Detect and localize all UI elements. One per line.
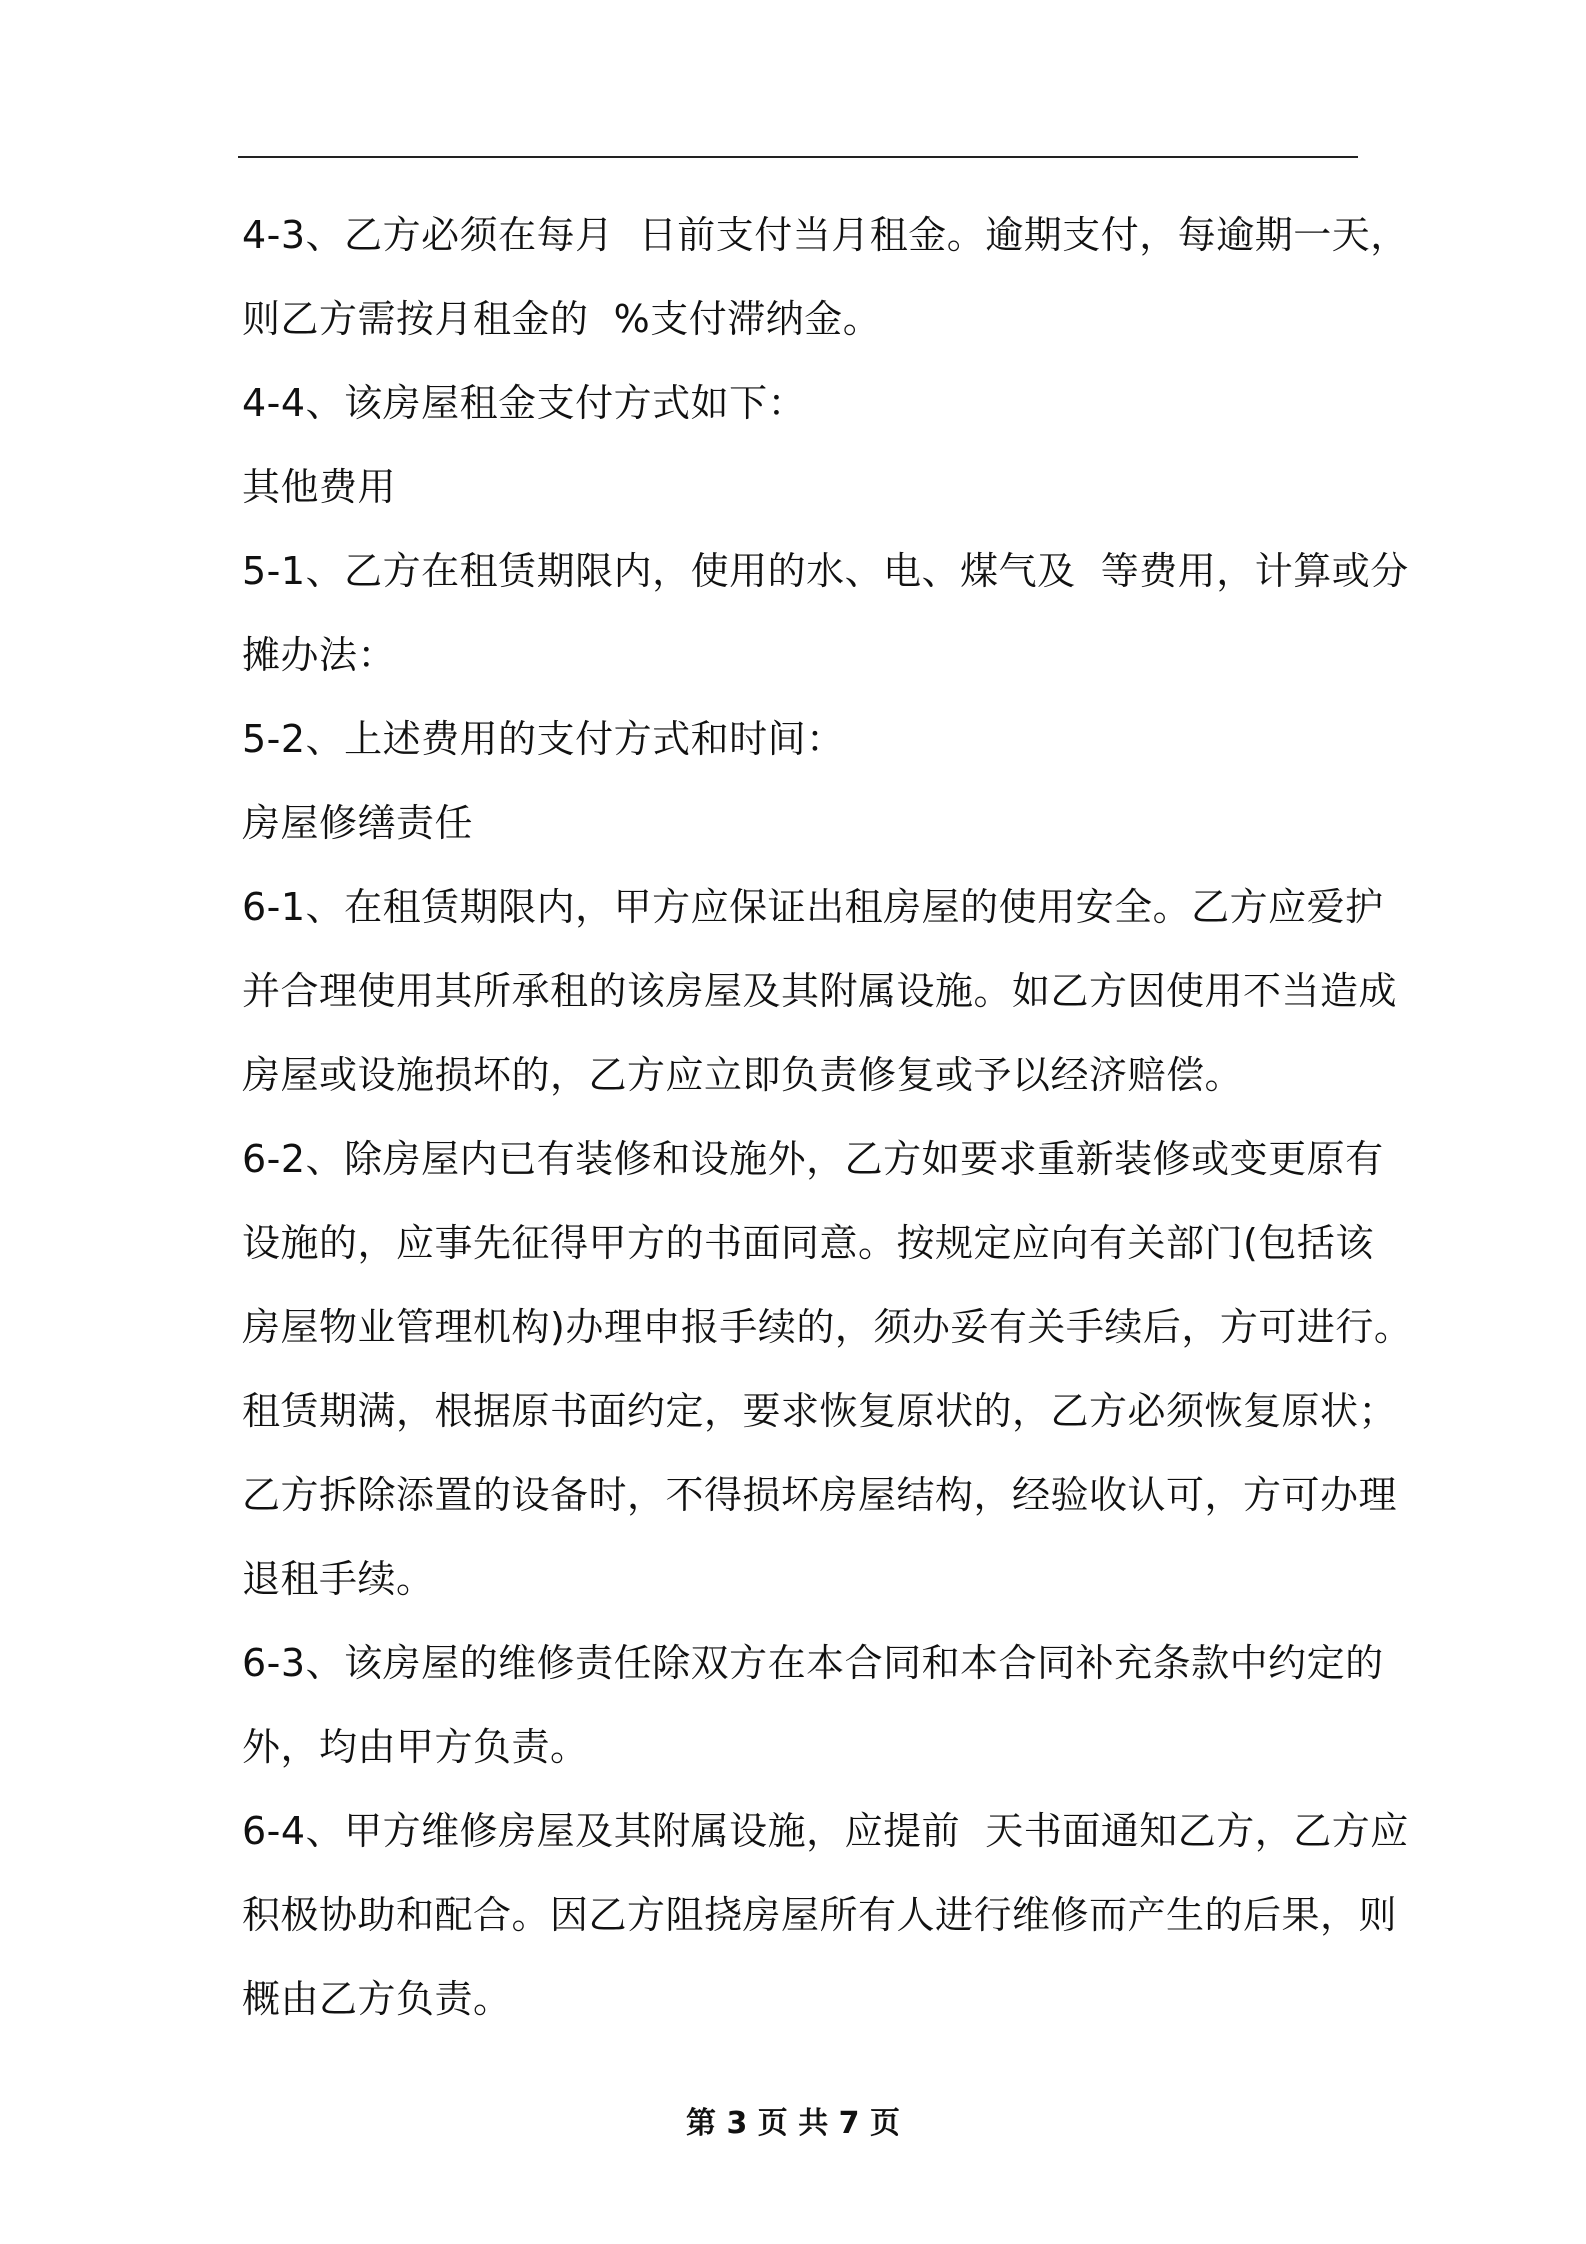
text-line: 则乙方需按月租金的 %支付滞纳金。 — [242, 297, 882, 341]
text-line: 并合理使用其所承租的该房屋及其附属设施。如乙方因使用不当造成 — [242, 969, 1398, 1013]
text-line: 设施的，应事先征得甲方的书面同意。按规定应向有关部门(包括该 — [242, 1221, 1374, 1265]
text-line: 4-4、该房屋租金支付方式如下： — [242, 381, 807, 425]
text-line: 租赁期满，根据原书面约定，要求恢复原状的，乙方必须恢复原状； — [242, 1389, 1398, 1433]
section-heading: 房屋修缮责任 — [242, 801, 474, 845]
document-body — [242, 193, 1413, 2041]
text-line: 6-1、在租赁期限内，甲方应保证出租房屋的使用安全。乙方应爱护 — [242, 885, 1384, 929]
header-rule — [238, 156, 1358, 158]
text-line: 房屋物业管理机构)办理申报手续的，须办妥有关手续后，方可进行。 — [242, 1305, 1413, 1349]
text-line: 5-2、上述费用的支付方式和时间： — [242, 717, 845, 761]
text-line: 退租手续。 — [242, 1557, 435, 1601]
text-line: 乙方拆除添置的设备时，不得损坏房屋结构，经验收认可，方可办理 — [242, 1473, 1398, 1517]
text-line: 房屋或设施损坏的，乙方应立即负责修复或予以经济赔偿。 — [242, 1053, 1244, 1097]
page-number-footer: 第 3 页 共 7 页 — [686, 2106, 900, 2141]
text-line: 外，均由甲方负责。 — [242, 1725, 589, 1769]
text-line: 6-3、该房屋的维修责任除双方在本合同和本合同补充条款中约定的 — [242, 1641, 1384, 1685]
text-line: 4-3、乙方必须在每月 日前支付当月租金。逾期支付，每逾期一天， — [242, 213, 1409, 257]
section-heading: 其他费用 — [242, 465, 397, 509]
text-line: 6-2、除房屋内已有装修和设施外，乙方如要求重新装修或变更原有 — [242, 1137, 1384, 1181]
text-line: 概由乙方负责。 — [242, 1977, 512, 2021]
text-line: 5-1、乙方在租赁期限内，使用的水、电、煤气及 等费用，计算或分 — [242, 549, 1409, 593]
text-line: 摊办法： — [242, 633, 397, 677]
text-line: 6-4、甲方维修房屋及其附属设施，应提前 天书面通知乙方，乙方应 — [242, 1809, 1409, 1853]
text-line: 积极协助和配合。因乙方阻挠房屋所有人进行维修而产生的后果，则 — [242, 1893, 1398, 1937]
